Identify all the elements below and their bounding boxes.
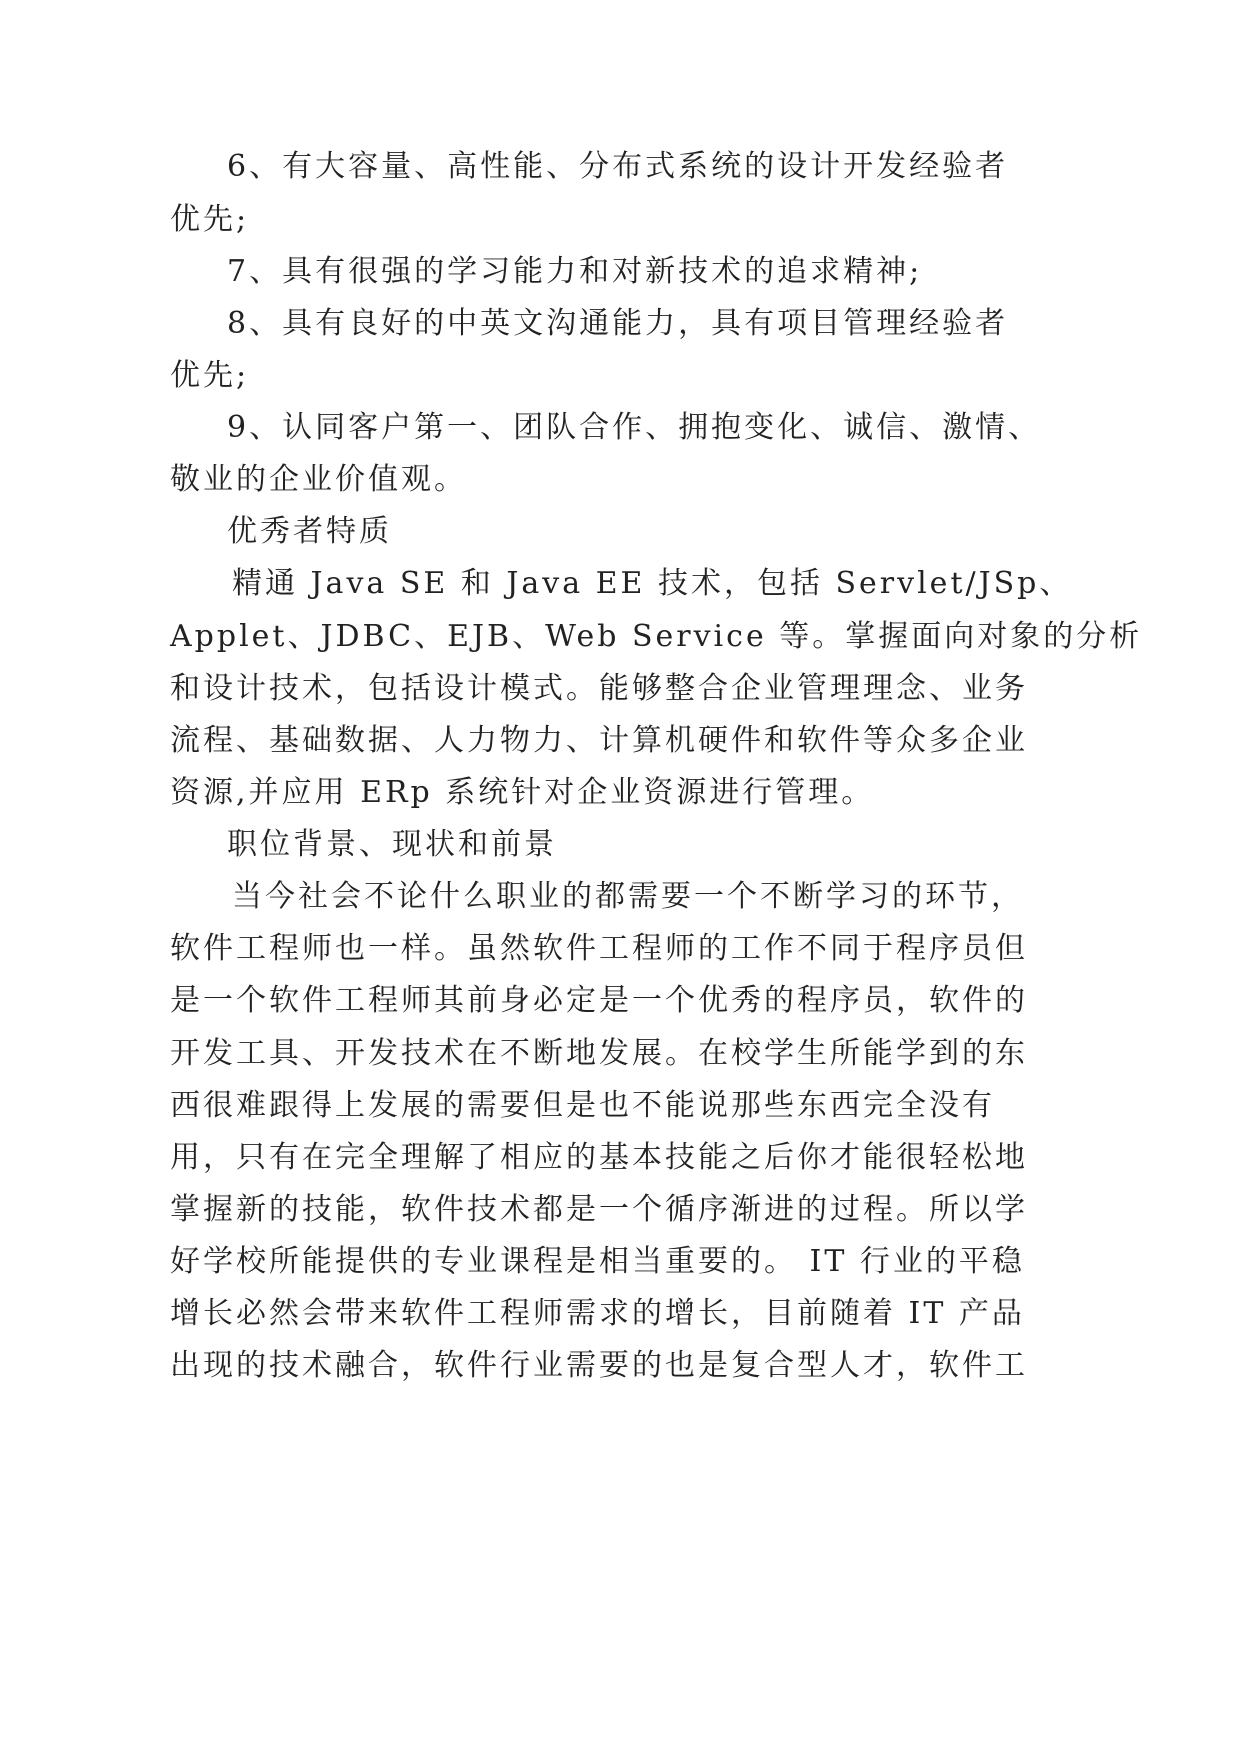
paragraph-line: 7、具有很强的学习能力和对新技术的追求精神; [227,254,923,289]
paragraph-line: 用，只有在完全理解了相应的基本技能之后你才能很轻松地 [170,1140,1028,1175]
paragraph-line: 软件工程师也一样。虽然软件工程师的工作不同于程序员但 [170,931,1028,966]
paragraph-line: 9、认同客户第一、团队合作、拥抱变化、诚信、激情、 [227,410,1042,445]
paragraph-line: 增长必然会带来软件工程师需求的增长，目前随着 IT 产品 [170,1296,1025,1331]
section-heading: 优秀者特质 [227,514,392,549]
paragraph-line: 资源,并应用 ERp 系统针对企业资源进行管理。 [170,775,875,810]
paragraph-line: 好学校所能提供的专业课程是相当重要的。 IT 行业的平稳 [170,1244,1025,1279]
section-heading: 职位背景、现状和前景 [227,827,557,862]
paragraph-line: 优先; [170,358,250,393]
paragraph-line: 开发工具、开发技术在不断地发展。在校学生所能学到的东 [170,1036,1028,1071]
paragraph-line: 优先; [170,202,250,237]
paragraph-line: 掌握新的技能，软件技术都是一个循序渐进的过程。所以学 [170,1192,1028,1227]
paragraph-line: 敬业的企业价值观。 [170,462,467,497]
paragraph-line: 当今社会不论什么职业的都需要一个不断学习的环节， [232,879,1024,914]
paragraph-line: 是一个软件工程师其前身必定是一个优秀的程序员，软件的 [170,983,1028,1018]
paragraph-line: 西很难跟得上发展的需要但是也不能说那些东西完全没有 [170,1088,995,1123]
paragraph-line: 精通 Java SE 和 Java EE 技术，包括 Servlet/JSp、 [232,566,1073,601]
paragraph-line: 出现的技术融合，软件行业需要的也是复合型人才，软件工 [170,1348,1028,1383]
paragraph-line: 6、有大容量、高性能、分布式系统的设计开发经验者 [227,149,1009,184]
paragraph-line: 和设计技术，包括设计模式。能够整合企业管理理念、业务 [170,671,1028,706]
paragraph-line: 8、具有良好的中英文沟通能力，具有项目管理经验者 [227,306,1009,341]
paragraph-line: Applet、JDBC、EJB、Web Service 等。掌握面向对象的分析 [170,619,1143,654]
paragraph-line: 流程、基础数据、人力物力、计算机硬件和软件等众多企业 [170,723,1028,758]
